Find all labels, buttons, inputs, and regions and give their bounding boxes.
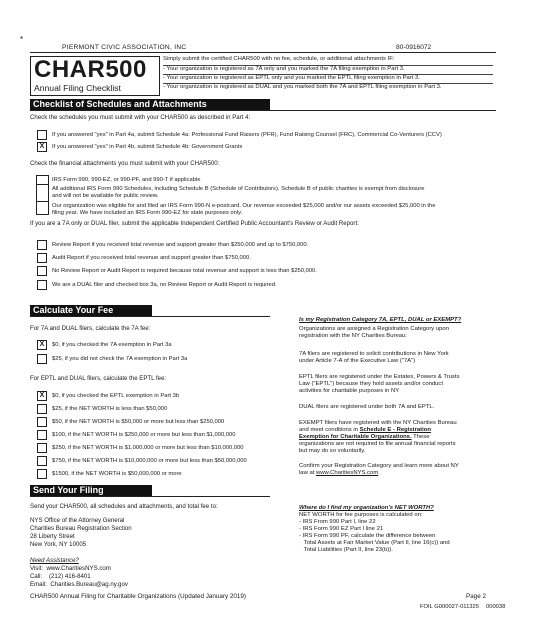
eptl-fee-100-label: $100, if the NET WORTH is $250,000 or more but less than $1,000,000 <box>52 432 236 438</box>
networth-line-1: NET WORTH for fee purposes is calculated on: <box>299 512 423 518</box>
ein-number: 80-0916072 <box>396 44 432 51</box>
eptl-exempt-label: $0, if you checked the EPTL exemption in Part 3b <box>52 393 180 399</box>
intro-line-3: - Your organization is registered as EPTL only and you marked the EPTL filing exemption in Part 3. <box>163 75 420 81</box>
eptl-fee-250-checkbox[interactable] <box>37 443 47 453</box>
seven-a-desc-1: 7A filers are registered to solicit contributions in New York <box>299 351 449 357</box>
checklist-title: Checklist of Schedules and Attachments <box>33 99 207 109</box>
dual-desc: DUAL filers are registered under both 7A and EPTL. <box>299 404 435 410</box>
financial-line-schedules-cont: and will not be available for public review. <box>52 193 159 199</box>
seven-a-exempt-checkbox[interactable]: X <box>37 340 47 350</box>
bates-number: 000038 <box>486 604 506 610</box>
address-line-3: 28 Liberty Street <box>30 533 75 540</box>
intro-line-4: - Your organization is registered as DUAL and you marked both the 7A and EPTL filing exemption in Part 3. <box>163 84 442 90</box>
eptl-desc-2: Law ("EPTL") because they hold assets and/or conduct <box>299 381 444 387</box>
form-title: CHAR500 <box>34 56 147 83</box>
eptl-fee-100-checkbox[interactable] <box>37 430 47 440</box>
email-link[interactable]: Charities.Bureau@ag.ny.gov <box>50 581 128 588</box>
address-line-4: New York, NY 10005 <box>30 541 87 548</box>
networth-heading: Where do I find my organization's NET WORTH? <box>299 505 434 511</box>
schedule-4b-checkbox[interactable]: X <box>37 142 47 152</box>
fee-title: Calculate Your Fee <box>33 305 114 315</box>
no-report-label: No Review Report or Audit Report is required because total revenue and support is less than $250,000. <box>52 268 317 274</box>
financial-line-990: IRS Form 990, 990-EZ, or 990-PF, and 990-T if applicable <box>52 177 201 183</box>
charities-site-link[interactable]: www.CharitiesNYS.com <box>316 470 379 476</box>
networth-line-2: - IRS From 990 Part I, line 22 <box>299 519 376 525</box>
eptl-fee-25-label: $25, if the NET WORTH is less than $50,000 <box>52 406 168 412</box>
send-intro: Send your CHAR500, all schedules and attachments, and total fee to: <box>30 503 218 510</box>
financial-checkbox-group[interactable] <box>36 175 49 215</box>
schedule-4a-checkbox[interactable] <box>37 130 47 140</box>
schedule-e-link[interactable]: Schedule E - Registration <box>359 427 431 433</box>
contact-visit: Visit: www.CharitiesNYS.com <box>30 565 111 572</box>
seven-a-exempt-label: $0, if you checked the 7A exemption in Part 3a <box>52 342 172 348</box>
dual-filer-checkbox[interactable] <box>37 280 47 290</box>
financial-line-schedules: All additional IRS Form 990 Schedules, including Schedule B (Schedule of Contributors). Schedule B of public charities is exempt from disclosure <box>52 186 425 192</box>
schedule-4a-label: If you answered "yes" in Part 4a, submit Schedule 4a: Professional Fund Raisers (PFR), Fund Raising Counsel (FRC), Commercial Co-Venturers (CCV) <box>52 132 442 138</box>
eptl-fee-1500-checkbox[interactable] <box>37 469 47 479</box>
assistance-heading: Need Assistance? <box>30 557 79 564</box>
eptl-desc-1: EPTL filers are registered under the Estates, Powers & Trusts <box>299 374 460 380</box>
contact-call: Call: (212) 416-8401 <box>30 573 91 580</box>
exempt-desc-2: and meet conditions in Schedule E - Registration <box>299 427 431 433</box>
seven-a-desc-2: under Article 7-A of the Executive Law ("7A") <box>299 358 416 364</box>
networth-line-3: - IRS Form 990 EZ Part I line 21 <box>299 526 384 532</box>
seven-a-intro: For 7A and DUAL filers, calculate the 7A fee: <box>30 325 151 332</box>
eptl-fee-50-label: $50, if the NET WORTH is $50,000 or more but less than $250,000 <box>52 419 225 425</box>
footer-title: CHAR500 Annual Filing for Charitable Organizations (Updated January 2019) <box>30 593 246 600</box>
eptl-fee-1500-label: $1500, if the NET WORTH is $50,000,000 or more <box>52 471 182 477</box>
eptl-fee-750-checkbox[interactable] <box>37 456 47 466</box>
review-report-label: Review Report if you received total revenue and support greater than $250,000 and up to $750,000. <box>52 242 309 248</box>
networth-line-6: Total Liabilities (Part II, line 23(b)). <box>299 547 393 553</box>
eptl-fee-750-label: $750, if the NET WORTH is $10,000,000 or more but less than $50,000,000 <box>52 458 247 464</box>
send-title: Send Your Filing <box>33 485 104 495</box>
checkbox-divider <box>36 201 48 202</box>
page-number: Page 2 <box>466 593 486 600</box>
foil-number: FOIL G000027-011325 <box>420 604 479 610</box>
eptl-fee-25-checkbox[interactable] <box>37 404 47 414</box>
schedule-4b-label: If you answered "yes" in Part 4b, submit Schedule 4b: Government Grants <box>52 144 243 150</box>
exempt-desc-4: organizations are not required to file annual financial reports <box>299 441 456 447</box>
header-rule <box>30 52 496 53</box>
exempt-desc-5: but may do so voluntarily. <box>299 448 366 454</box>
confirm-desc-1: Confirm your Registration Category and learn more about NY <box>299 463 459 469</box>
networth-line-4: - IRS Form 990 PF, calculate the difference between <box>299 533 436 539</box>
organization-name: PIERMONT CIVIC ASSOCIATION, INC <box>62 44 187 51</box>
exempt-desc-1: EXEMPT filers have registered with the NY Charities Bureau <box>299 420 457 426</box>
eptl-exempt-checkbox[interactable]: X <box>37 391 47 401</box>
schedule-e-link-cont[interactable]: Exemption for Charitable Organizations. <box>299 434 412 440</box>
visit-link[interactable]: www.CharitiesNYS.com <box>46 565 111 572</box>
send-rule <box>30 496 270 497</box>
audit-report-checkbox[interactable] <box>37 253 47 263</box>
audit-report-label: Audit Report if you received total revenue and support greater than $750,000. <box>52 255 251 261</box>
stray-mark: * <box>20 35 24 44</box>
checklist-rule <box>30 110 496 111</box>
eptl-intro: For EPTL and DUAL filers, calculate the EPTL fee: <box>30 375 167 382</box>
phone-number[interactable]: (212) 416-8401 <box>48 573 91 580</box>
no-report-checkbox[interactable] <box>37 266 47 276</box>
fee-rule <box>30 316 270 317</box>
eptl-fee-250-label: $250, if the NET WORTH is $1,000,000 or more but less than $10,000,000 <box>52 445 244 451</box>
exempt-desc-3: Exemption for Charitable Organizations. These <box>299 434 430 440</box>
category-line-2: registration with the NY Charities Bureau: <box>299 333 407 339</box>
address-line-2: Charities Bureau Registration Section <box>30 525 132 532</box>
contact-email: Email: Charities.Bureau@ag.ny.gov <box>30 581 128 588</box>
category-heading: Is my Registration Category 7A, EPTL, DUAL or EXEMPT? <box>299 317 462 323</box>
seven-a-fee-label: $25, if you did not check the 7A exemption in Part 3a <box>52 356 188 362</box>
financial-line-990n-cont: filing year. We have included an IRS Form 990-EZ for state purposes only. <box>52 210 243 216</box>
audit-intro: If you are a 7A only or DUAL filer, submit the applicable Independent Certified Public Accountant's Review or Audit Report: <box>30 220 359 227</box>
intro-line-1: Simply submit the certified CHAR500 with no fee, schedule, or additional attachments IF: <box>163 56 395 62</box>
intro-line-2: - Your organization is registered as 7A only and you marked the 7A filing exemption in Part 3. <box>163 66 405 72</box>
checkbox-divider <box>36 184 48 185</box>
seven-a-fee-checkbox[interactable] <box>37 354 47 364</box>
form-subtitle: Annual Filing Checklist <box>34 83 121 93</box>
category-line-1: Organizations are assigned a Registration Category upon <box>299 326 449 332</box>
schedules-intro: Check the schedules you must submit with your CHAR500 as described in Part 4: <box>30 114 251 121</box>
eptl-desc-3: activities for charitable purposes in NY <box>299 388 400 394</box>
address-line-1: NYS Office of the Attorney General <box>30 517 125 524</box>
dual-filer-label: We are a DUAL filer and checked box 3a, no Review Report or Audit Report is required. <box>52 282 277 288</box>
networth-line-5: Total Assets at Fair Market Value (Part II, line 16(c)) and <box>299 540 450 546</box>
financial-line-990n: Our organization was eligible for and filed an IRS Form 990-N e-postcard. Our revenue exceeded $25,000 and/or our assets exceeded $25,000 in the <box>52 203 436 209</box>
financial-intro: Check the financial attachments you must submit with your CHAR500: <box>30 160 220 167</box>
confirm-desc-2: law at www.CharitiesNYS.com <box>299 470 379 476</box>
eptl-fee-50-checkbox[interactable] <box>37 417 47 427</box>
review-report-checkbox[interactable] <box>37 240 47 250</box>
